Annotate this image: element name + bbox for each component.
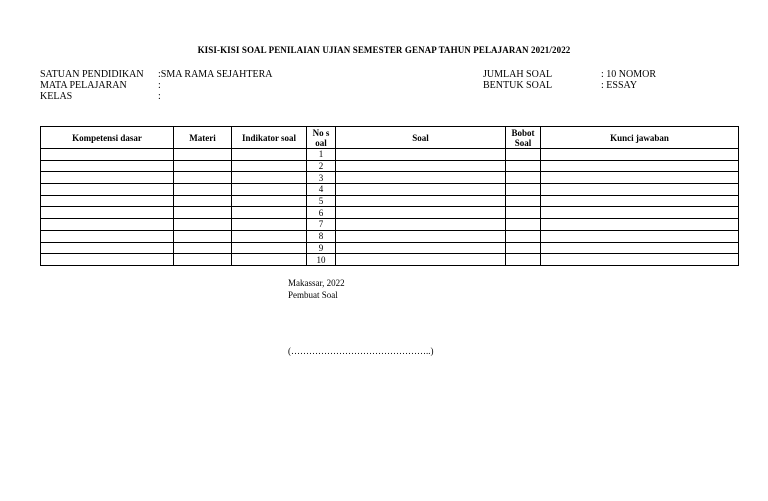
row-number: 7 bbox=[307, 219, 336, 231]
info-row-jumlah bbox=[483, 69, 656, 80]
signature-role: Pembuat Soal bbox=[288, 290, 338, 300]
document-title: KISI-KISI SOAL PENILAIAN UJIAN SEMESTER GENAP TAHUN PELAJARAN 2021/2022 bbox=[197, 45, 571, 55]
row-number: 8 bbox=[307, 230, 336, 242]
info-label: SATUAN PENDIDIKAN bbox=[40, 69, 144, 80]
info-label: KELAS bbox=[40, 91, 73, 102]
info-value: : 10 NOMOR bbox=[601, 69, 657, 80]
exam-info-block bbox=[483, 69, 656, 91]
row-number: 4 bbox=[307, 184, 336, 196]
info-value: :SMA RAMA SEJAHTERA bbox=[158, 69, 273, 80]
table-row bbox=[41, 160, 739, 172]
signature-place-date: Makassar, 2022 bbox=[288, 278, 345, 288]
row-number: 5 bbox=[307, 195, 336, 207]
info-row-kelas bbox=[40, 91, 272, 102]
table-row bbox=[41, 207, 739, 219]
table-row bbox=[41, 184, 739, 196]
table-row bbox=[41, 149, 739, 161]
info-row-bentuk bbox=[483, 80, 656, 91]
row-number: 2 bbox=[307, 160, 336, 172]
info-row-mapel bbox=[40, 80, 272, 91]
question-grid-table bbox=[40, 126, 739, 266]
header-materi: Materi bbox=[174, 127, 232, 149]
identity-block bbox=[40, 69, 272, 102]
table-row bbox=[41, 219, 739, 231]
row-number: 6 bbox=[307, 207, 336, 219]
header-soal: Soal bbox=[336, 127, 506, 149]
header-indikator: Indikator soal bbox=[232, 127, 307, 149]
info-value: : bbox=[158, 91, 161, 102]
info-value: : ESSAY bbox=[601, 80, 638, 91]
row-number: 1 bbox=[307, 149, 336, 161]
header-kunci: Kunci jawaban bbox=[541, 127, 739, 149]
header-kompetensi: Kompetensi dasar bbox=[41, 127, 174, 149]
table-row bbox=[41, 195, 739, 207]
info-label: JUMLAH SOAL bbox=[483, 69, 553, 80]
table-row bbox=[41, 230, 739, 242]
header-no-soal: No s oal bbox=[307, 127, 336, 149]
info-value: : bbox=[158, 80, 161, 91]
table-row bbox=[41, 254, 739, 266]
table-row bbox=[41, 172, 739, 184]
table-row bbox=[41, 242, 739, 254]
info-label: MATA PELAJARAN bbox=[40, 80, 127, 91]
table-header-row bbox=[41, 127, 739, 149]
info-row-satuan bbox=[40, 69, 272, 80]
header-bobot: Bobot Soal bbox=[506, 127, 541, 149]
row-number: 9 bbox=[307, 242, 336, 254]
row-number: 10 bbox=[307, 254, 336, 266]
info-label: BENTUK SOAL bbox=[483, 80, 553, 91]
row-number: 3 bbox=[307, 172, 336, 184]
signature-name-line: (………………………………………..) bbox=[288, 346, 434, 356]
